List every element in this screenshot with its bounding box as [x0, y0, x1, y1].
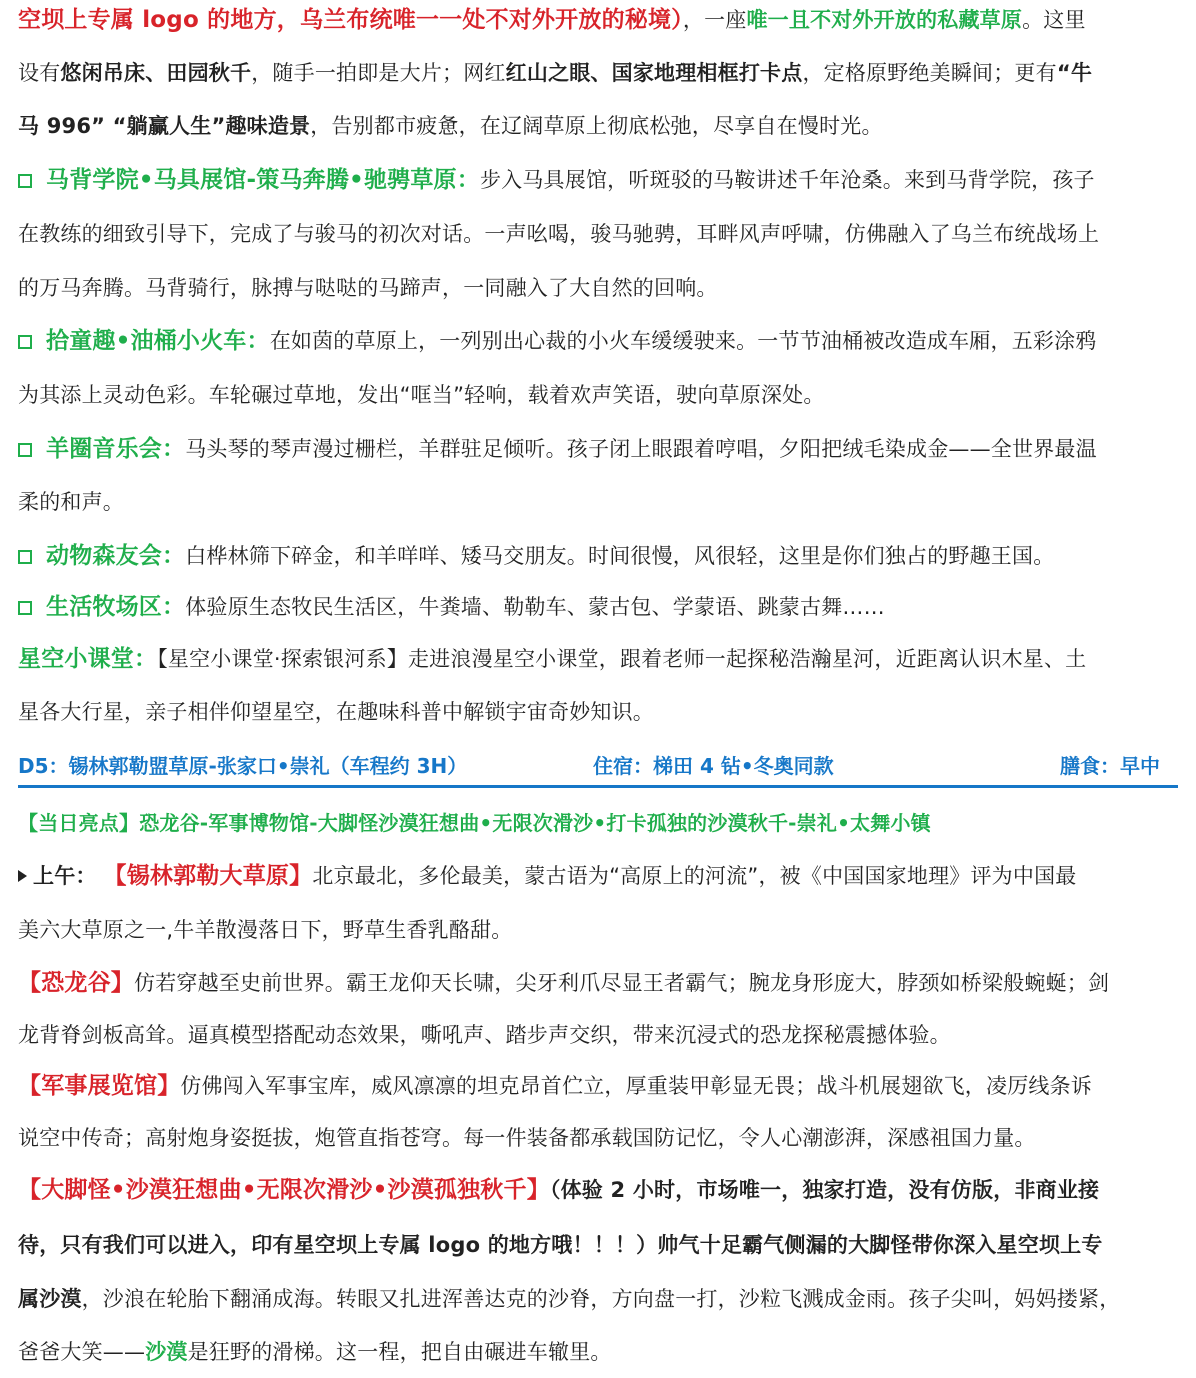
section-title: 星空小课堂：	[18, 646, 158, 672]
section-star	[18, 644, 1178, 674]
bigfoot-bold: （体验 2 小时，市场唯一，独家打造，没有仿版，非商业接	[549, 1178, 1100, 1202]
checkbox-icon	[18, 443, 32, 457]
section-text: 体验原生态牧民生活区，牛粪墙、勒勒车、蒙古包、学蒙语、跳蒙古舞……	[185, 595, 885, 619]
section-text: 步入马具展馆，听斑驳的马鞍讲述千年沧桑。来到马背学院，孩子	[479, 168, 1095, 192]
intro-line-3	[18, 111, 1178, 141]
section-text: 【星空小课堂·探索银河系】走进浪漫星空小课堂，跟着老师一起探秘浩瀚星河，近距离认识木星、土	[157, 647, 1087, 671]
section-title: 羊圈音乐会：	[46, 436, 186, 462]
intro-text: ，随手一拍即是大片；网红	[251, 61, 506, 85]
bigfoot-line-4	[18, 1337, 1178, 1367]
section-text: 美六大草原之一,牛羊散漫落日下，野草生香乳酪甜。	[18, 918, 513, 942]
intro-line-2	[18, 58, 1178, 88]
dino-title: 【恐龙谷】	[18, 970, 134, 996]
section-text: 在如茵的草原上，一列别出心裁的小火车缓缓驶来。一节节油桶被改造成车厢，五彩涂鸦	[269, 329, 1097, 353]
section-text: 龙背脊剑板高耸。逼真模型搭配动态效果，嘶吼声、踏步声交织，带来沉浸式的恐龙探秘震撼体验。	[18, 1023, 951, 1047]
section-text: 仿若穿越至史前世界。霸王龙仰天长啸，尖牙利爪尽显王者霸气；腕龙身形庞大，脖颈如桥梁般蜿蜒；剑	[134, 971, 1110, 995]
day5-route: D5：锡林郭勒盟草原-张家口•崇礼（车程约 3H）	[18, 754, 468, 778]
section-text: 爸爸大笑——	[18, 1340, 146, 1364]
day5-meals: 膳食：早中	[1060, 754, 1160, 778]
checkbox-icon	[18, 174, 32, 188]
intro-bold: 马 996” “躺赢人生”趣味造景	[18, 114, 311, 138]
intro-green-text: 唯一且不对外开放的私藏草原	[746, 8, 1023, 32]
bigfoot-line-3	[18, 1284, 1178, 1314]
intro-text: 设有	[18, 61, 61, 85]
section-text: ，沙浪在轮胎下翻涌成海。转眼又扎进浑善达克的沙脊，方向盘一打，沙粒飞溅成金雨。孩子尖叫，妈妈搂紧，	[81, 1287, 1121, 1311]
morning-label: 上午：	[33, 864, 97, 888]
triangle-bullet-icon	[18, 870, 27, 882]
section-text: 北京最北，多伦最美，蒙古语为“高原上的河流”，被《中国国家地理》评为中国最	[312, 864, 1077, 888]
section-text: 为其添上灵动色彩。车轮碾过草地，发出“哐当”轻响，载着欢声笑语，驶向草原深处。	[18, 383, 825, 407]
dino-line-1	[18, 968, 1178, 998]
section-friends	[18, 541, 1178, 571]
intro-text: 。这里	[1022, 8, 1086, 32]
section-text: 是狂野的滑梯。这一程，把自由碾进车辙里。	[187, 1340, 612, 1364]
bigfoot-green: 沙漠	[145, 1340, 188, 1364]
intro-bold: 悠闲吊床、田园秋千	[60, 61, 252, 85]
intro-text: ，定格原野绝美瞬间；更有	[802, 61, 1057, 85]
checkbox-icon	[18, 601, 32, 615]
bigfoot-title: 【大脚怪•沙漠狂想曲•无限次滑沙•沙漠孤独秋千】	[18, 1177, 550, 1203]
section-text: 仿佛闯入军事宝库，威风凛凛的坦克昂首伫立，厚重装甲彰显无畏；战斗机展翅欲飞，凌厉线条诉	[180, 1074, 1093, 1098]
intro-text: ，告别都市疲惫，在辽阔草原上彻底松弛，尽享自在慢时光。	[310, 114, 883, 138]
highlight-text: 【当日亮点】恐龙谷-军事博物馆-大脚怪沙漠狂想曲•无限次滑沙•打卡孤独的沙漠秋千-崇礼•太舞小镇	[18, 811, 931, 835]
section-text: 马头琴的琴声漫过栅栏，羊群驻足倾听。孩子闭上眼跟着哼唱，夕阳把绒毛染成金——全世界最温	[185, 437, 1097, 461]
checkbox-icon	[18, 335, 32, 349]
section-music	[18, 434, 1178, 464]
day5-header	[18, 751, 1178, 788]
morning-line-1	[18, 861, 1178, 891]
bigfoot-bold: 待，只有我们可以进入，印有星空坝上专属 logo 的地方哦！！！）帅气十足霸气侧漏的大脚怪带你深入星空坝上专	[18, 1233, 1103, 1257]
military-line-1	[18, 1071, 1178, 1101]
bigfoot-line-2	[18, 1230, 1178, 1260]
section-text: 在教练的细致引导下，完成了与骏马的初次对话。一声吆喝，骏马驰骋，耳畔风声呼啸，仿佛融入了乌兰布统战场上	[18, 222, 1100, 246]
intro-red-text: 空坝上专属 logo 的地方，乌兰布统唯一一处不对外开放的秘境）	[18, 7, 683, 33]
day5-highlight	[18, 808, 1178, 838]
section-ranch	[18, 592, 1178, 622]
section-text: 说空中传奇；高射炮身姿挺拔，炮管直指苍穹。每一件装备都承载国防记忆，令人心潮澎湃，深感祖国力量。	[18, 1126, 1036, 1150]
checkbox-icon	[18, 550, 32, 564]
bigfoot-bold: 属沙漠	[18, 1287, 82, 1311]
day5-lodging: 住宿：梯田 4 钻•冬奥同款	[593, 754, 834, 778]
morning-title: 【锡林郭勒大草原】	[103, 863, 313, 889]
intro-bold: “牛	[1056, 61, 1093, 85]
military-title: 【军事展览馆】	[18, 1073, 181, 1099]
bigfoot-line-1	[18, 1175, 1178, 1205]
section-horse	[18, 165, 1178, 195]
section-text: 柔的和声。	[18, 490, 124, 514]
section-text: 星各大行星，亲子相伴仰望星空，在趣味科普中解锁宇宙奇妙知识。	[18, 700, 654, 724]
section-title: 生活牧场区：	[46, 594, 186, 620]
section-title: 动物森友会：	[46, 543, 186, 569]
section-title: 拾童趣•油桶小火车：	[46, 328, 270, 354]
intro-text: ，一座	[682, 8, 747, 32]
section-train	[18, 326, 1178, 356]
section-text: 的万马奔腾。马背骑行，脉搏与哒哒的马蹄声，一同融入了大自然的回响。	[18, 276, 718, 300]
section-title: 马背学院•马具展馆-策马奔腾•驰骋草原：	[46, 167, 480, 193]
intro-bold: 红山之眼、国家地理相框打卡点	[505, 61, 803, 85]
section-text: 白桦林筛下碎金，和羊咩咩、矮马交朋友。时间很慢，风很轻，这里是你们独占的野趣王国。	[185, 544, 1055, 568]
intro-line-1	[18, 5, 1178, 35]
